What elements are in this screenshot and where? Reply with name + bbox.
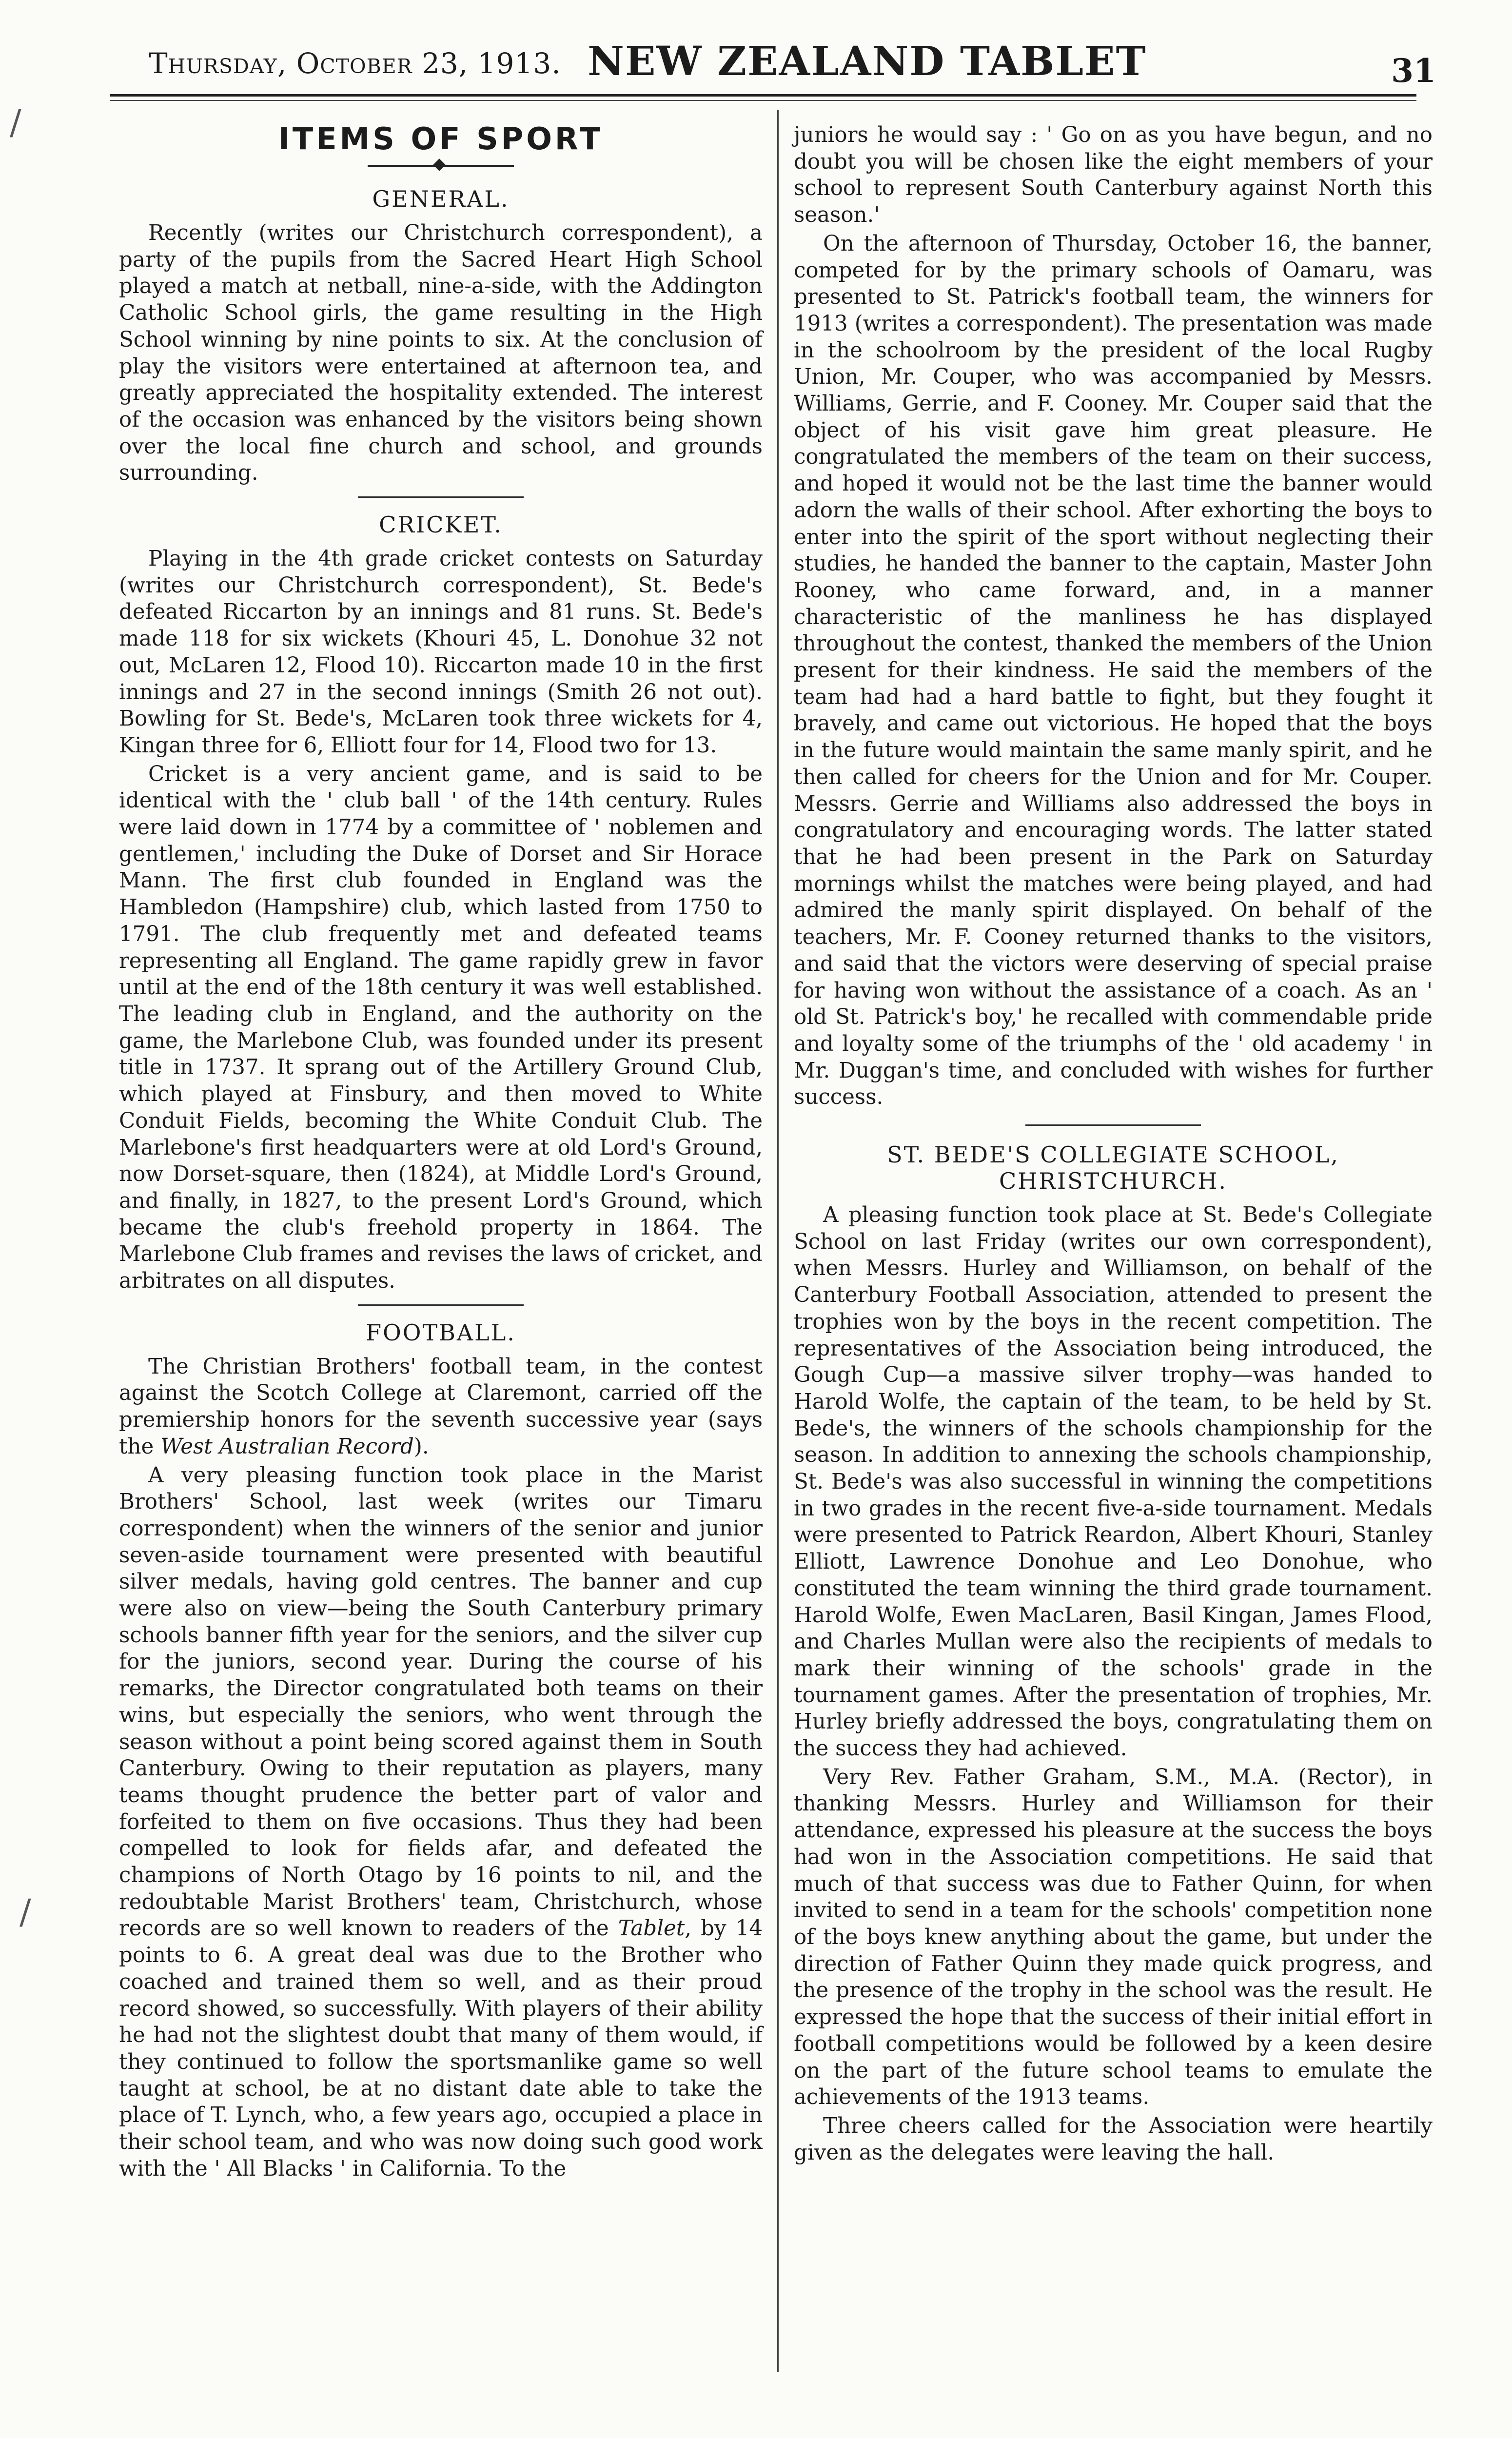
header-rule xyxy=(110,94,1416,97)
header-date: Thursday, October 23, 1913. xyxy=(149,47,561,80)
publication-title: NEW ZEALAND TABLET xyxy=(588,38,1147,85)
article-paragraph: Playing in the 4th grade cricket contests on Saturday (writes our Christchurch correspondent), St. Bede's defeated Riccarton by an innings and 81 runs. St. Bede's made 118 for six wickets (Khouri 45, L. Donohue 32 not out, McLaren 12, Flood 10). Riccarton made 10 in the first innings and 27 in the second innings (Smith 26 not out). Bowling for St. Bede's, McLaren took three wickets for 4, Kingan three for 6, Elliott four for 14, Flood two for 13. xyxy=(119,547,763,758)
header-rule-thin xyxy=(110,100,1416,101)
margin-pencil-mark: / xyxy=(10,102,21,142)
article-paragraph: A very pleasing function took place in the Marist Brothers' School, last week (writes our Timaru correspondent) when the winners of the senior and junior seven-aside tournament were presented with beautiful silver medals, having gold centres. The banner and cup were also on view—being the South Canterbury primary schools banner fifth year for the seniors, and the silver cup for the juniors, second year. During the course of his remarks, the Director congratulated both teams on their wins, but especially the seniors, who went through the season without a point being scored against them in South Canterbury. Owing to their reputation as players, many teams thought prudence the better part of valor and forfeited to them on five occasions. Thus they had been compelled to look for fields afar, and defeated the champions of North Otago by 16 points to nil, and the redoubtable Marist Brothers' team, Christchurch, whose records are so well known to readers of the Tablet, by 14 points to 6. A great deal was due to the Brother who coached and trained them so well, and as their proud record showed, so successfully. With players of their ability he had not the slightest doubt that many of them would, if they continued to follow the sportsmanlike game so well taught at school, be at no distant date able to take the place of T. Lynch, who, a few years ago, occupied a place in their school team, and who was now doing such good work with the ' All Blacks ' in California. To the xyxy=(119,1463,763,2181)
article-paragraph-continued: juniors he would say : ' Go on as you have begun, and no doubt you will be chosen like the eight members of your school to represent South Canterbury against North this season.' xyxy=(794,123,1433,228)
st-bedes-heading: ST. BEDE'S COLLEGIATE SCHOOL, CHRISTCHURCH. xyxy=(887,1141,1339,1195)
article-paragraph: The Christian Brothers' football team, in the contest against the Scotch College at Claremont, carried off the premiership honors for the seventh successive year (says the West Australian Record). xyxy=(119,1354,763,1459)
cricket-heading: CRICKET. xyxy=(379,511,503,538)
publication-reference: Tablet xyxy=(618,1916,685,1941)
section-divider xyxy=(1025,1124,1201,1126)
right-column xyxy=(794,122,1433,2166)
article-paragraph: On the afternoon of Thursday, October 16, the banner, competed for by the primary schools of Oamaru, was presented to St. Patrick's football team, the winners for 1913 (writes a correspondent). The presentation was made in the schoolroom by the president of the local Rugby Union, Mr. Couper, who was accompanied by Messrs. Williams, Gerrie, and F. Cooney. Mr. Couper said that the object of his visit gave him great pleasure. He congratulated the members of the team on their success, and hoped it would not be the last time the banner would adorn the walls of their school. After exhorting the boys to enter into the spirit of the sport without neglecting their studies, he handed the banner to the captain, Master John Rooney, who came forward, and, in a manner characteristic of the manliness he has displayed throughout the contest, thanked the members of the Union present for their kindness. He said the members of the team had had a hard battle to fight, but they fought it bravely, and came out victorious. He hoped that the boys in the future would maintain the same manly spirit, and he then called for cheers for the Union and for Mr. Couper. Messrs. Gerrie and Williams also addressed the boys in congratulatory and encouraging words. The latter stated that he had been present in the Park on Saturday mornings whilst the matches were being played, and had admired the manly spirit displayed. On behalf of the teachers, Mr. F. Cooney returned thanks to the visitors, and said that the victors were deserving of special praise for having won without the assistance of a coach. As an ' old St. Patrick's boy,' he recalled with commendable pride and loyalty some of the triumphs of the ' old academy ' in Mr. Duggan's time, and concluded with wishes for further success. xyxy=(794,231,1433,1110)
left-column xyxy=(119,117,763,2182)
section-title: ITEMS OF SPORT xyxy=(278,121,604,157)
margin-pencil-mark: / xyxy=(20,1892,31,1932)
article-paragraph: Three cheers called for the Association were heartily given as the delegates were leaving the hall. xyxy=(794,2113,1433,2165)
article-paragraph: Cricket is a very ancient game, and is said to be identical with the ' club ball ' of the 14th century. Rules were laid down in 1774 by a committee of ' noblemen and gentlemen,' including the Duke of Dorset and Sir Horace Mann. The first club founded in England was the Hambledon (Hampshire) club, which lasted from 1750 to 1791. The club frequently met and defeated teams representing all England. The game rapidly grew in favor until at the end of the 18th century it was well established. The leading club in England, and the authority on the game, the Marlebone Club, was founded under its present title in 1737. It sprang out of the Artillery Ground Club, which played at Finsbury, and then moved to White Conduit Fields, becoming the White Conduit Club. The Marlebone's first headquarters were at old Lord's Ground, now Dorset-square, then (1824), at Middle Lord's Ground, and finally, in 1827, to the present Lord's Ground, which became the club's freehold property in 1864. The Marlebone Club frames and revises the laws of cricket, and arbitrates on all disputes. xyxy=(119,762,763,1294)
page-number: 31 xyxy=(1391,52,1436,90)
article-paragraph: Recently (writes our Christchurch correspondent), a party of the pupils from the Sacred Heart High School played a match at netball, nine-a-side, with the Addington Catholic School girls, the game resulting in the High School winning by nine points to six. At the conclusion of play the visitors were entertained at afternoon tea, and greatly appreciated the hospitality extended. The interest of the occasion was enhanced by the visitors being shown over the local fine church and school, and grounds surrounding. xyxy=(119,221,763,486)
column-divider xyxy=(777,110,779,2372)
section-divider xyxy=(358,496,524,498)
section-divider xyxy=(358,1304,524,1306)
running-header xyxy=(149,38,1436,92)
source-citation: West Australian Record xyxy=(160,1434,414,1459)
football-heading: FOOTBALL. xyxy=(366,1319,516,1346)
article-paragraph: A pleasing function took place at St. Bede's Collegiate School on last Friday (writes our own correspondent), when Messrs. Hurley and Williamson, on behalf of the Canterbury Football Association, attended to present the trophies won by the boys in the recent competition. The representatives of the Association being introduced, the Gough Cup—a massive silver trophy—was handed to Harold Wolfe, the captain of the team, to be held by St. Bede's, the winners of the schools championship for the season. In addition to annexing the schools championship, St. Bede's was also successful in winning the competitions in two grades in the recent five-a-side tournament. Medals were presented to Patrick Reardon, Albert Khouri, Stanley Elliott, Lawrence Donohue and Leo Donohue, who constituted the team winning the third grade tournament. Harold Wolfe, Ewen MacLaren, Basil Kingan, James Flood, and Charles Mullan were also the recipients of medals to mark their winning of the schools' grade in the tournament games. After the presentation of trophies, Mr. Hurley briefly addressed the boys, congratulating them on the success they had achieved. xyxy=(794,1203,1433,1761)
title-ornament xyxy=(368,160,514,171)
article-paragraph: Very Rev. Father Graham, S.M., M.A. (Rector), in thanking Messrs. Hurley and Williamson for their attendance, expressed his pleasure at the success the boys had won in the Association competitions. He said that much of that success was due to Father Quinn, for when invited to send in a team for the schools' competition none of the boys knew anything about the game, but under the direction of Father Quinn they made quick progress, and the presence of the trophy in the school was the result. He expressed the hope that the success of their initial effort in football competitions would be followed by a keen desire on the part of the future school teams to emulate the achievements of the 1913 teams. xyxy=(794,1765,1433,2110)
general-heading: GENERAL. xyxy=(372,186,510,212)
